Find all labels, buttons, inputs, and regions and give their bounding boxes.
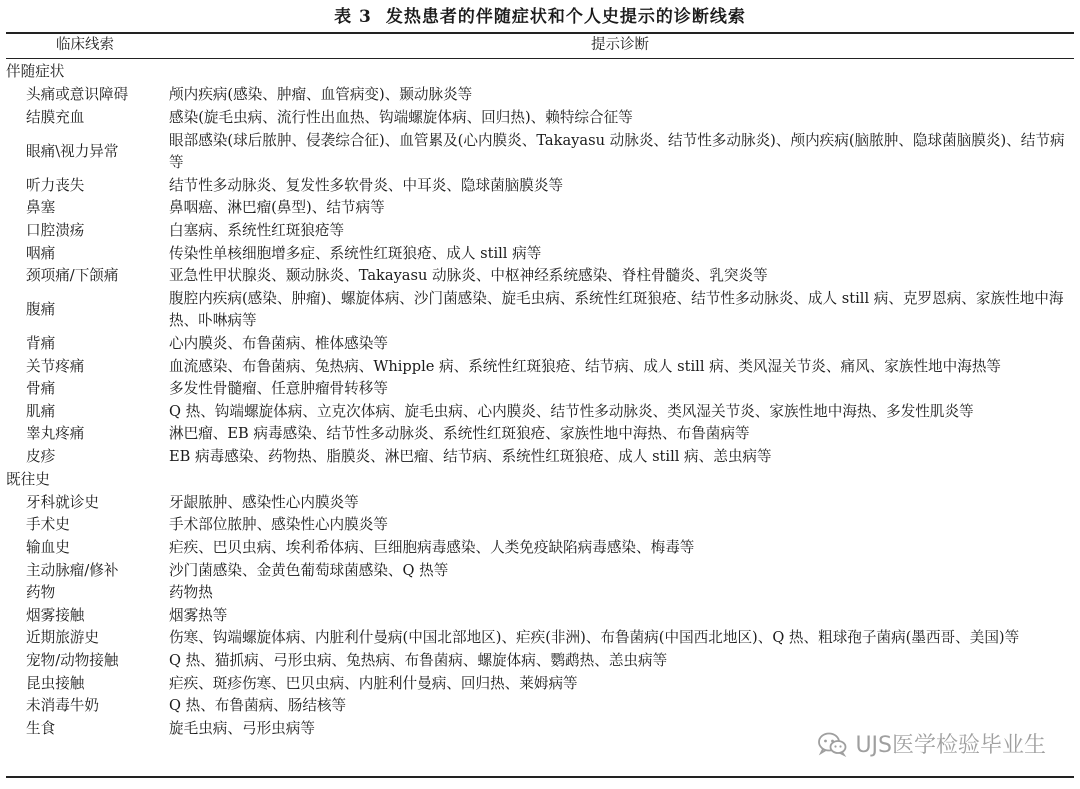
clue-cell: 骨痛	[26, 380, 56, 398]
table-row	[6, 537, 1074, 560]
diagnosis-cell: 旋毛虫病、弓形虫病等	[169, 719, 315, 737]
clue-cell: 背痛	[26, 334, 56, 352]
table-body	[6, 61, 1074, 740]
table-row	[6, 84, 1074, 107]
diagnosis-cell: 腹腔内疾病(感染、肿瘤)、螺旋体病、沙门菌感染、旋毛虫病、系统性红斑狼疮、结节性多动脉炎、成人 still 病、克罗恩病、家族性地中海热、卟啉病等	[169, 289, 1064, 330]
table-row	[6, 605, 1074, 628]
clue-cell: 关节疼痛	[26, 357, 85, 375]
section-heading-row	[6, 61, 1074, 84]
table-caption: 发热患者的伴随症状和个人史提示的诊断线索	[385, 7, 746, 27]
clue-cell: 腹痛	[26, 301, 56, 319]
table-row	[6, 265, 1074, 288]
clue-cell: 未消毒牛奶	[26, 697, 99, 715]
clue-cell: 牙科就诊史	[26, 493, 99, 511]
table-row	[6, 107, 1074, 130]
diagnosis-cell: 心内膜炎、布鲁菌病、椎体感染等	[169, 334, 388, 352]
diagnosis-cell: Q 热、钩端螺旋体病、立克次体病、旋毛虫病、心内膜炎、结节性多动脉炎、类风湿关节炎、家族性地中海热、多发性肌炎等	[169, 402, 974, 420]
diagnosis-cell: 白塞病、系统性红斑狼疮等	[169, 221, 345, 239]
table-title	[0, 4, 1080, 30]
diagnosis-cell: EB 病毒感染、药物热、脂膜炎、淋巴瘤、结节病、系统性红斑狼疮、成人 still 病、恙虫病等	[169, 447, 772, 465]
table-row	[6, 627, 1074, 650]
diagnosis-cell: 传染性单核细胞增多症、系统性红斑狼疮、成人 still 病等	[169, 244, 542, 262]
clue-cell: 结膜充血	[26, 108, 85, 126]
clue-cell: 宠物/动物接触	[26, 652, 119, 670]
table-row	[6, 130, 1074, 175]
clue-cell: 听力丧失	[26, 176, 85, 194]
diagnosis-cell: 亚急性甲状腺炎、颞动脉炎、Takayasu 动脉炎、中枢神经系统感染、脊柱骨髓炎、乳突炎等	[169, 267, 768, 285]
table-row	[6, 673, 1074, 696]
table-row	[6, 175, 1074, 198]
table-row	[6, 288, 1074, 333]
diagnosis-cell: Q 热、布鲁菌病、肠结核等	[169, 697, 347, 715]
diagnosis-cell: 多发性骨髓瘤、任意肿瘤骨转移等	[169, 380, 388, 398]
table-row	[6, 492, 1074, 515]
table-row	[6, 356, 1074, 379]
clue-cell: 口腔溃疡	[26, 221, 85, 239]
table-row	[6, 560, 1074, 583]
header-rule	[6, 58, 1074, 59]
diagnosis-cell: 伤寒、钩端螺旋体病、内脏利什曼病(中国北部地区)、疟疾(非洲)、布鲁菌病(中国西北地区)、Q 热、粗球孢子菌病(墨西哥、美国)等	[169, 629, 1020, 647]
table-row	[6, 197, 1074, 220]
table-row	[6, 446, 1074, 469]
diagnosis-cell: 手术部位脓肿、感染性心内膜炎等	[169, 516, 388, 534]
table-number: 表 3	[334, 7, 372, 27]
clue-cell: 鼻塞	[26, 199, 56, 217]
table-row	[6, 378, 1074, 401]
clue-cell: 烟雾接触	[26, 606, 85, 624]
diagnosis-cell: Q 热、猫抓病、弓形虫病、兔热病、布鲁菌病、螺旋体病、鹦鹉热、恙虫病等	[169, 652, 668, 670]
clue-cell: 颈项痛/下颌痛	[26, 267, 119, 285]
bottom-rule	[6, 776, 1074, 778]
table-row	[6, 514, 1074, 537]
clue-cell: 主动脉瘤/修补	[26, 561, 119, 579]
diagnosis-cell: 疟疾、斑疹伤寒、巴贝虫病、内脏利什曼病、回归热、莱姆病等	[169, 674, 578, 692]
clue-cell: 近期旅游史	[26, 629, 99, 647]
diagnosis-cell: 牙龈脓肿、感染性心内膜炎等	[169, 493, 359, 511]
column-header-clue: 临床线索	[56, 37, 114, 53]
diagnosis-cell: 疟疾、巴贝虫病、埃利希体病、巨细胞病毒感染、人类免疫缺陷病毒感染、梅毒等	[169, 539, 695, 557]
clue-cell: 手术史	[26, 516, 70, 534]
table-row	[6, 650, 1074, 673]
table-row	[6, 582, 1074, 605]
watermark	[817, 728, 1046, 759]
diagnosis-cell: 淋巴瘤、EB 病毒感染、结节性多动脉炎、系统性红斑狼疮、家族性地中海热、布鲁菌病等	[169, 425, 750, 443]
table-row	[6, 220, 1074, 243]
clue-cell: 皮疹	[26, 447, 56, 465]
table-row	[6, 333, 1074, 356]
table-row	[6, 243, 1074, 266]
diagnosis-cell: 鼻咽癌、淋巴瘤(鼻型)、结节病等	[169, 199, 385, 217]
clue-cell: 肌痛	[26, 402, 56, 420]
section-heading: 既往史	[6, 470, 50, 488]
diagnosis-cell: 感染(旋毛虫病、流行性出血热、钩端螺旋体病、回归热)、赖特综合征等	[169, 108, 633, 126]
section-heading: 伴随症状	[6, 63, 65, 81]
clue-cell: 生食	[26, 719, 56, 737]
diagnosis-cell: 药物热	[169, 584, 213, 602]
clue-cell: 头痛或意识障碍	[26, 86, 129, 104]
diagnosis-cell: 沙门菌感染、金黄色葡萄球菌感染、Q 热等	[169, 561, 449, 579]
column-header-diagnosis: 提示诊断	[591, 37, 649, 53]
wechat-icon	[817, 731, 847, 757]
clue-cell: 睾丸疼痛	[26, 425, 85, 443]
table-row	[6, 695, 1074, 718]
diagnosis-cell: 血流感染、布鲁菌病、兔热病、Whipple 病、系统性红斑狼疮、结节病、成人 still 病、类风湿关节炎、痛风、家族性地中海热等	[169, 357, 1002, 375]
diagnosis-cell: 结节性多动脉炎、复发性多软骨炎、中耳炎、隐球菌脑膜炎等	[169, 176, 564, 194]
clue-cell: 昆虫接触	[26, 674, 85, 692]
clue-cell: 咽痛	[26, 244, 56, 262]
table-row	[6, 423, 1074, 446]
table-row	[6, 401, 1074, 424]
clue-cell: 输血史	[26, 539, 70, 557]
diagnosis-cell: 烟雾热等	[169, 606, 228, 624]
watermark-text: UJS医学检验毕业生	[855, 733, 1046, 758]
section-heading-row	[6, 468, 1074, 491]
clue-cell: 药物	[26, 584, 56, 602]
diagnosis-cell: 眼部感染(球后脓肿、侵袭综合征)、血管累及(心内膜炎、Takayasu 动脉炎、结节性多动脉炎)、颅内疾病(脑脓肿、隐球菌脑膜炎)、结节病等	[169, 131, 1065, 172]
diagnosis-cell: 颅内疾病(感染、肿瘤、血管病变)、颞动脉炎等	[169, 86, 473, 104]
clue-cell: 眼痛\视力异常	[26, 142, 119, 160]
